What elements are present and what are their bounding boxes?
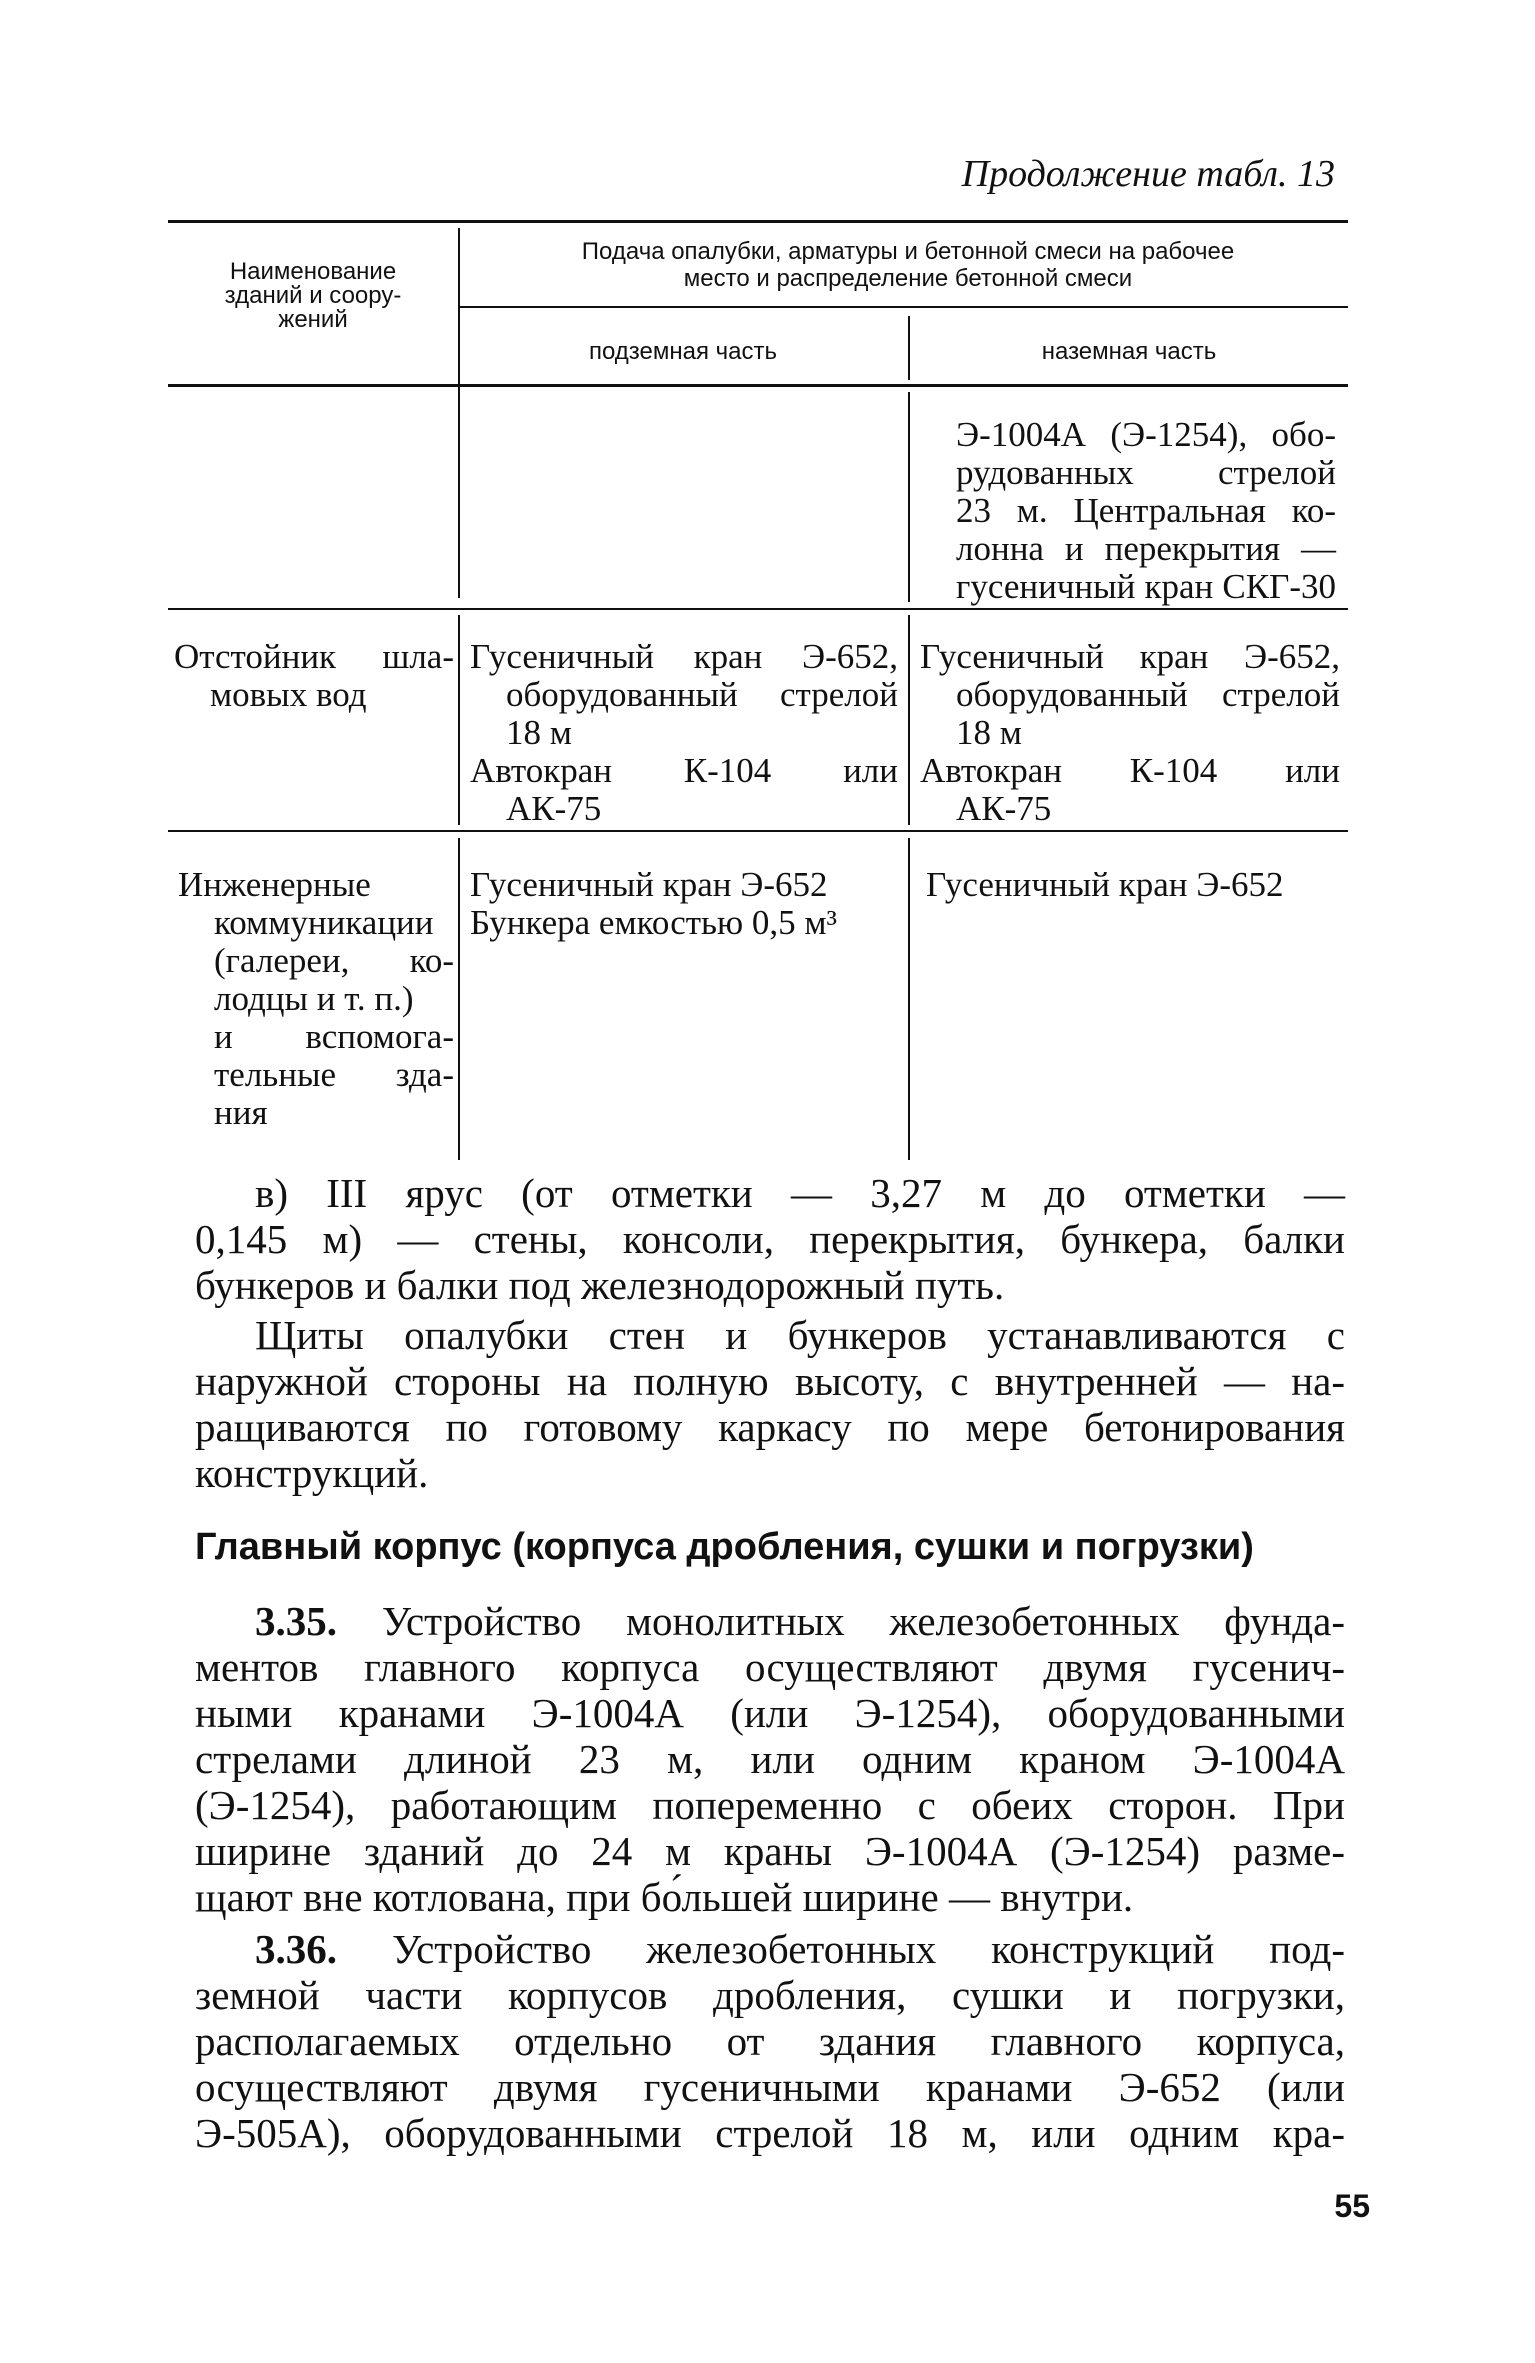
paragraph: в) III ярус (от отметки — 3,27 м до отметки — 0,145 м) — стены, консоли, перекрытия, бункера, балки бункеров и балки под железнодорожный путь. <box>195 1170 1345 1308</box>
page-number: 55 <box>1334 2188 1370 2224</box>
header-group: Подача опалубки, арматуры и бетонной смеси на рабочее место и распределение бетонной смеси <box>581 238 1235 292</box>
header-underground: подземная часть <box>588 338 777 365</box>
row2-name: Отстойник шла- мовых вод <box>174 637 454 714</box>
section-heading: Главный корпус (корпуса дробления, сушки и погрузки) <box>195 1526 1254 1568</box>
col2-divider <box>908 392 910 602</box>
row3-underground: Гусеничный кран Э-652 Бункера емкостью 0,5 м³ <box>470 865 838 942</box>
body-text <box>195 1170 1345 2156</box>
header-aboveground: наземная часть <box>1041 338 1217 365</box>
col1-divider <box>458 615 460 825</box>
row2-bottom-rule <box>168 830 1348 832</box>
paragraph-3-35: 3.35. Устройство монолитных железобетонных фунда- ментов главного корпуса осуществляют двумя гусенич- ными кранами Э-1004А (или Э-1254), оборудованными стрелами длиной 23 м, или одним краном Э-1004А (Э-1254), работающим попеременно с обеих сторон. При ширине зданий до 24 м краны Э-1004А (Э-1254) разме- щают вне котлована, при бо́льшей ширине — внутри. <box>195 1598 1345 1920</box>
header-name: Наименование зданий и соору- жений <box>224 258 402 333</box>
row1-aboveground: Э-1004А (Э-1254), обо- рудованных стрелой 23 м. Центральная ко- лонна и перекрытия — гусеничный кран СКГ-30 <box>956 415 1336 606</box>
table-top-rule <box>168 220 1348 223</box>
table-caption: Продолжение табл. 13 <box>961 153 1335 195</box>
row2-aboveground: Гусеничный кран Э-652, оборудованный стрелой 18 м Автокран К-104 или АК-75 <box>920 637 1340 828</box>
col1-divider <box>458 228 460 598</box>
table <box>168 220 1348 1160</box>
row3-aboveground: Гусеничный кран Э-652 <box>926 865 1284 904</box>
row3-name: Инженерные коммуникации (галереи, ко- лодцы и т. п.) и вспомога- тельные зда- ния <box>178 865 454 1132</box>
paragraph-3-36: 3.36. Устройство железобетонных конструкций под- земной части корпусов дробления, сушки и погрузки, располагаемых отдельно от здания главного корпуса, осуществляют двумя гусеничными кранами Э-652 (или Э-505А), оборудованными стрелой 18 м, или одним кра- <box>195 1926 1346 2156</box>
col2-divider <box>908 838 910 1160</box>
header-bottom-rule <box>168 384 1348 387</box>
header-group-rule <box>458 306 1348 308</box>
paragraph-number: 3.35. <box>255 1598 337 1644</box>
col1-divider <box>458 838 460 1160</box>
row2-underground: Гусеничный кран Э-652, оборудованный стрелой 18 м Автокран К-104 или АК-75 <box>470 637 898 828</box>
paragraph: Щиты опалубки стен и бункеров устанавливаются с наружной стороны на полную высоту, с внутренней — на- ращиваются по готовому каркасу по мере бетонирования конструкций. <box>195 1312 1345 1496</box>
col2-divider <box>908 615 910 825</box>
paragraph-number: 3.36. <box>255 1926 337 1972</box>
row1-bottom-rule <box>168 608 1348 610</box>
